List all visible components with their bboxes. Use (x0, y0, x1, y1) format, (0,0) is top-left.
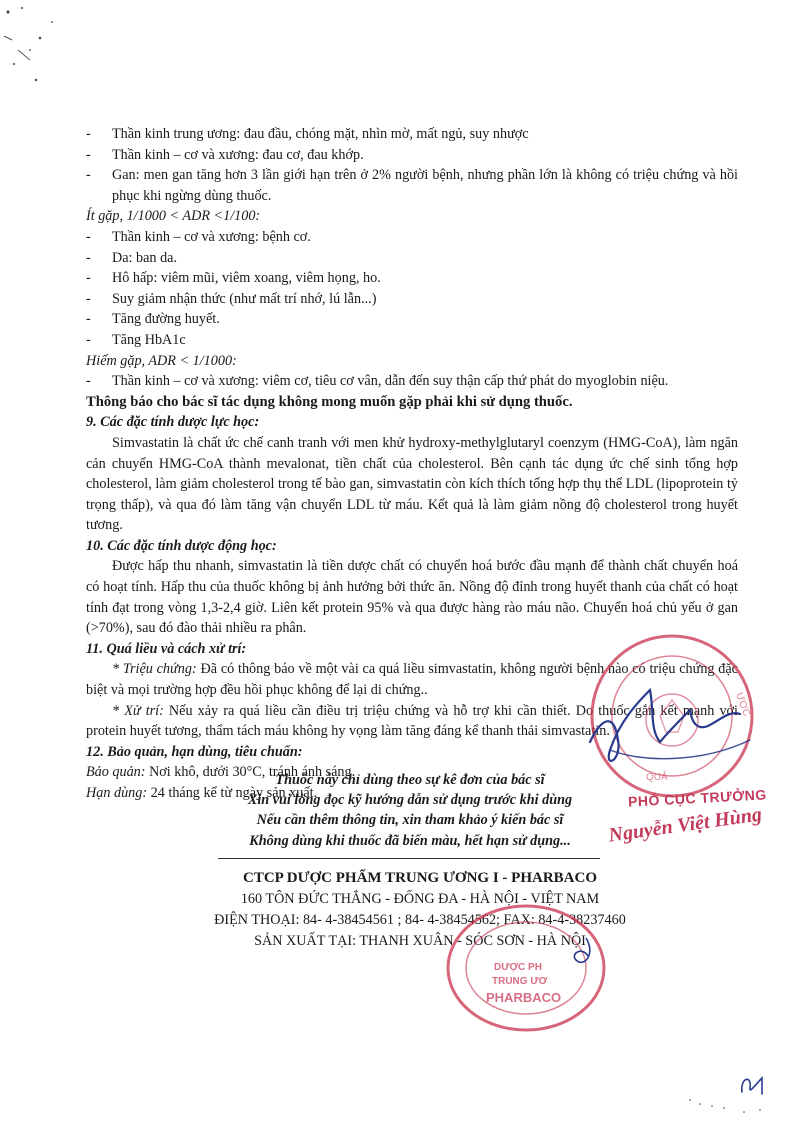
list-item (86, 289, 738, 310)
list-dash: - (86, 249, 91, 266)
list-item-text: Suy giảm nhận thức (như mất trí nhớ, lú lẫn...) (112, 290, 377, 307)
prescription-notice (210, 770, 610, 851)
list-dash: - (86, 126, 91, 142)
section-9-text: Simvastatin là chất ức chế canh tranh với men khử hydroxy-methylglutaryl coenzym (HMG-CoA), làm ngăn cản chuyển HMG-CoA thành mevalonat, tiền chất của cholesterol. Bên cạnh tác dụng ức chế sinh tổng hợp cholesterol, làm giảm cholesterol trong tế bào gan, simvastatin còn kích thích tổng hợp thụ thể LDL (lipoprotein tỷ trọng thấp), và qua đó làm tăng vận chuyển LDL từ máu. Kết quả là làm giảm nồng độ cholesterol trong huyết tương. (86, 434, 738, 534)
list-item (86, 227, 738, 248)
expiry-label: Hạn dùng: (86, 785, 148, 801)
list-item (86, 371, 738, 392)
rare-heading: Hiếm gặp, ADR < 1/1000: (86, 352, 237, 369)
list-dash: - (86, 228, 91, 245)
section-10-title: 10. Các đặc tính dược động học: (86, 537, 277, 554)
list-item (86, 330, 738, 351)
company-address: 160 TÔN ĐỨC THẮNG - ĐỐNG ĐA - HÀ NỘI - VIỆT NAM (240, 891, 600, 907)
divider (218, 858, 600, 859)
company-stamp (436, 898, 616, 1038)
expiry-text: 24 tháng kể từ ngày sản xuất. (147, 785, 318, 801)
list-item (86, 145, 738, 166)
list-item-text: Tăng đường huyết. (112, 311, 220, 328)
section-11-title: 11. Quá liều và cách xử trí: (86, 640, 247, 657)
symptom-text: Đã có thông báo về một vài ca quá liều simvastatin, không người bệnh nào có triệu chứng đặc biệt và mọi trường hợp đều hồi phục không để lại di chứng.. (86, 661, 738, 699)
company-factory: SẢN XUẤT TẠI: THANH XUÂN - SÓC SƠN - HÀ NỘI (254, 933, 586, 949)
treatment-label: * Xử trí: (112, 702, 164, 719)
storage-label: Bảo quản: (86, 764, 146, 781)
uncommon-heading: Ít gặp, 1/1000 < ADR <1/100: (86, 208, 261, 225)
company-phone: ĐIỆN THOẠI: 84- 4-38454561 ; 84- 4-38454562; FAX: 84-4-38237460 (214, 912, 626, 928)
list-item-text: Da: ban da. (112, 249, 178, 266)
signature-scribble (580, 680, 780, 790)
list-item (86, 124, 738, 145)
section-10-text: Được hấp thu nhanh, simvastatin là tiền dược chất có chuyển hoá bước đầu mạnh để thành chất chuyển hoá có hoạt tính. Hấp thu của thuốc không bị ảnh hưởng bởi thức ăn. Nồng độ đỉnh trong huyết thanh của chất có hoạt tính đạt trong vòng 1,3-2,4 giờ. Liên kết protein 95% và qua được hàng rào máu não. Chuyển hoá chủ yếu ở gan (>70%), sau đó đào thải nhiều ra phân. (86, 558, 738, 637)
notice-line: Xin vui lòng đọc kỹ hướng dẫn sử dụng trước khi dùng (247, 792, 573, 809)
storage-text: Nơi khô, dưới 30°C, tránh ánh sáng. (145, 764, 356, 781)
list-dash: - (86, 311, 91, 328)
page-mark (736, 1070, 776, 1100)
list-dash: - (86, 167, 91, 184)
list-item (86, 248, 738, 269)
signature-title: PHÓ CỤC TRƯỞNG (627, 786, 767, 810)
list-item-text: Tăng HbA1c (112, 331, 186, 348)
svg-text:TRUNG ƯƠ: TRUNG ƯƠ (492, 976, 548, 987)
list-item-text: Thần kinh – cơ và xương: bệnh cơ. (112, 228, 311, 245)
list-item-text: Thần kinh – cơ và xương: đau cơ, đau khớp. (112, 146, 364, 163)
notice-line: Nếu cần thêm thông tin, xin tham khảo ý kiến bác sĩ (256, 812, 564, 829)
list-item-text: Gan: men gan tăng hơn 3 lần giới hạn trên ở 2% người bệnh, nhưng phần lớn là không có triệu chứng và hồi phục khi ngừng dùng thuốc. (112, 167, 738, 204)
adverse-notice: Thông báo cho bác sĩ tác dụng không mong muốn gặp phải khi sử dụng thuốc. (86, 393, 573, 410)
notice-line: Thuốc này chỉ dùng theo sự kê đơn của bác sĩ (275, 772, 545, 788)
notice-line: Không dùng khi thuốc đã biến màu, hết hạn sử dụng... (249, 832, 571, 849)
list-dash: - (86, 270, 91, 287)
company-name: CTCP DƯỢC PHẨM TRUNG ƯƠNG I - PHARBACO (242, 870, 598, 886)
list-item-text: Hô hấp: viêm mũi, viêm xoang, viêm họng, ho. (112, 270, 381, 287)
symptom-label: * Triệu chứng: (112, 661, 197, 678)
list-dash: - (86, 331, 91, 348)
list-item-text: Thần kinh trung ương: đau đầu, chóng mặt, nhìn mờ, mất ngủ, suy nhược (112, 126, 529, 142)
signature-name: Nguyễn Việt Hùng (607, 803, 764, 847)
svg-text:DƯỢC PH: DƯỢC PH (494, 962, 542, 973)
list-item (86, 165, 738, 206)
treatment-text: Nếu xảy ra quá liều cần điều trị triệu chứng và hỗ trợ khi cần thiết. Do thuốc gắn kết mạnh với protein huyết tương, thẩm tách máu không hy vọng làm tăng đáng kể thanh thải simvastatin. (86, 702, 738, 740)
list-item (86, 309, 738, 330)
list-item-text: Thần kinh – cơ và xương: viêm cơ, tiêu cơ vân, dẫn đến suy thận cấp thứ phát do myoglobin niệu. (112, 373, 669, 390)
list-item (86, 268, 738, 289)
svg-text:ƯỢC: ƯỢC (733, 691, 752, 718)
company-stamp-text: PHARBACO (486, 990, 562, 1005)
list-dash: - (86, 373, 91, 390)
list-dash: - (86, 146, 91, 163)
svg-text:QUẢ: QUẢ (646, 772, 668, 783)
list-dash: - (86, 290, 91, 307)
section-12-title: 12. Bảo quản, hạn dùng, tiêu chuẩn: (86, 743, 303, 760)
section-9-title: 9. Các đặc tính dược lực học: (86, 414, 260, 431)
